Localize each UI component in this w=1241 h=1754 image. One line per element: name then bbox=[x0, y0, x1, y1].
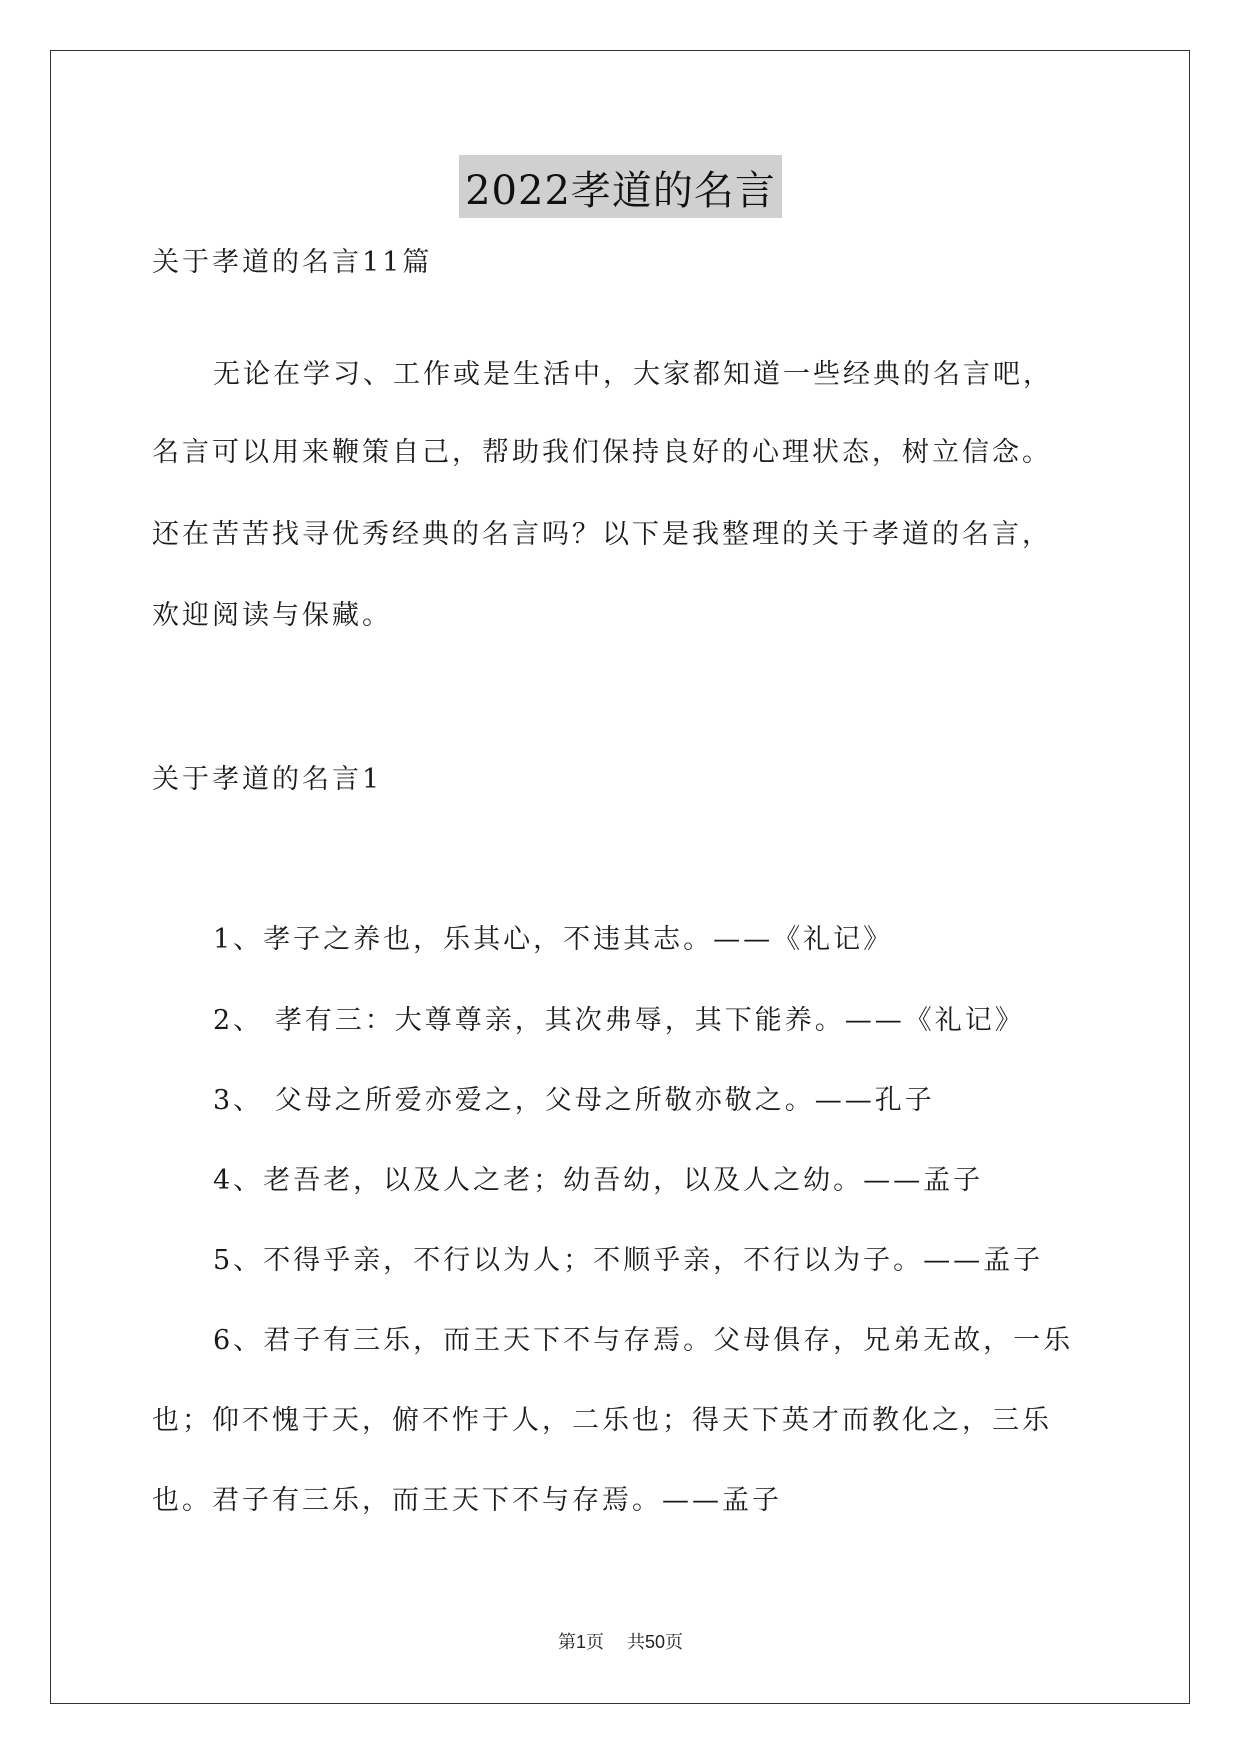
quote-line-7: 也；仰不愧于天，俯不怍于人，二乐也；得天下英才而教化之，三乐 bbox=[152, 1405, 1052, 1436]
quote-line-4: 4、老吾老，以及人之老；幼吾幼，以及人之幼。——孟子 bbox=[213, 1165, 984, 1196]
footer-page-number: 1 bbox=[576, 1632, 587, 1652]
subtitle: 关于孝道的名言11篇 bbox=[152, 247, 433, 278]
intro-line-3: 还在苦苦找寻优秀经典的名言吗？以下是我整理的关于孝道的名言， bbox=[152, 519, 1052, 550]
quote-line-6: 6、君子有三乐，而王天下不与存焉。父母俱存，兄弟无故，一乐 bbox=[213, 1325, 1074, 1356]
footer-total-pages: 50 bbox=[644, 1632, 665, 1652]
footer-page-prefix: 第 bbox=[558, 1632, 577, 1653]
quote-line-5: 5、不得乎亲，不行以为人；不顺乎亲，不行以为子。——孟子 bbox=[213, 1245, 1044, 1276]
footer-total-suffix: 页 bbox=[664, 1632, 683, 1653]
quote-line-8: 也。君子有三乐，而王天下不与存焉。——孟子 bbox=[152, 1485, 782, 1516]
footer-page-suffix: 页 bbox=[586, 1632, 605, 1653]
page-footer bbox=[0, 1628, 1241, 1654]
intro-line-4: 欢迎阅读与保藏。 bbox=[152, 600, 392, 631]
intro-line-2: 名言可以用来鞭策自己，帮助我们保持良好的心理状态，树立信念。 bbox=[152, 437, 1052, 468]
quote-line-3: 3、 父母之所爱亦爱之，父母之所敬亦敬之。——孔子 bbox=[213, 1085, 935, 1116]
footer-total-prefix: 共 bbox=[626, 1632, 645, 1653]
quote-line-1: 1、孝子之养也，乐其心，不违其志。——《礼记》 bbox=[213, 924, 894, 955]
quote-line-2: 2、 孝有三：大尊尊亲，其次弗辱，其下能养。——《礼记》 bbox=[213, 1005, 1025, 1036]
document-title: 2022孝道的名言 bbox=[459, 155, 782, 218]
document-title-wrap bbox=[0, 155, 1241, 218]
page-frame bbox=[50, 50, 1190, 1704]
intro-line-1: 无论在学习、工作或是生活中，大家都知道一些经典的名言吧， bbox=[213, 359, 1053, 390]
section-heading: 关于孝道的名言1 bbox=[152, 764, 383, 795]
